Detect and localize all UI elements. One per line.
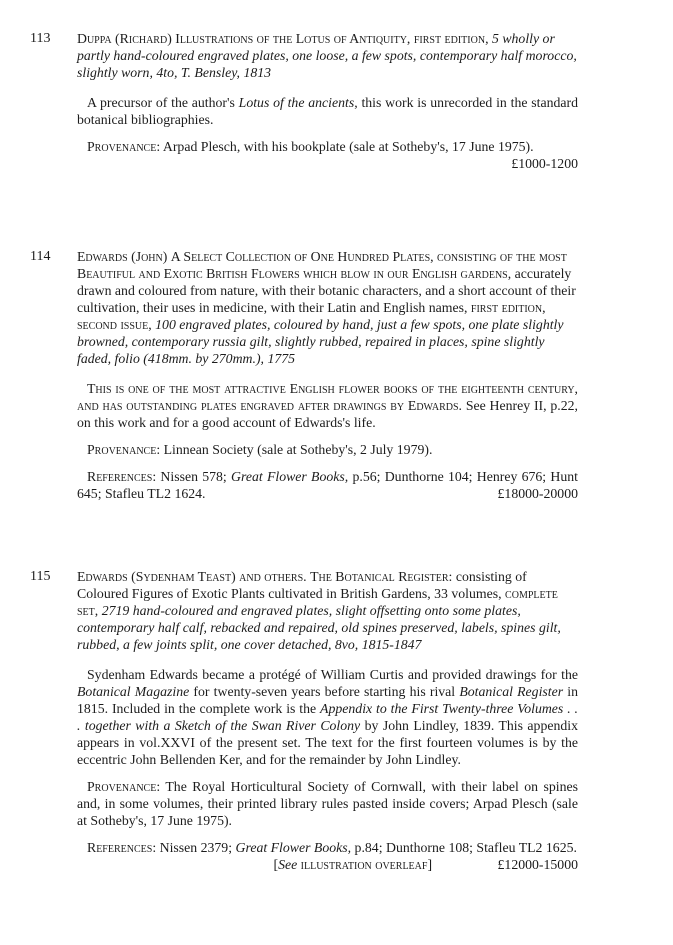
lot-provenance [77, 441, 578, 458]
lot-title: A Select Collection of One Hundred Plates, consisting of the most Beautiful and Exotic British Flowers which blow in our English gardens, [77, 249, 567, 281]
lot-references [77, 468, 578, 502]
provenance-label: Provenance: [87, 139, 161, 154]
lot-author: Edwards (John) [77, 249, 168, 264]
provenance-text: Linnean Society (sale at Sotheby's, 2 July 1979). [163, 442, 433, 457]
overleaf-text: illustration overleaf [297, 857, 428, 872]
lot-estimate: £12000-15000 [497, 857, 578, 872]
references-label: References: [87, 469, 157, 484]
note-highlight: This is one of the most attractive English flower books of the eighteenth century, and has outstanding plates engraved after drawings by Edwards. [77, 381, 578, 413]
lot-body [77, 248, 578, 502]
provenance-text: Arpad Plesch, with his bookplate (sale at Sotheby's, 17 June 1975). [162, 139, 534, 154]
lot-estimate: £18000-20000 [497, 486, 578, 501]
lot-subtitle: accurately drawn and coloured from nature, with their botanic characters, and a short account of their cultivation, their uses in medicine, with their Latin and English names, [77, 266, 576, 315]
lot-estimate: £1000-1200 [511, 156, 578, 171]
overleaf-see: See [278, 857, 298, 872]
provenance-label: Provenance: [87, 442, 161, 457]
provenance-label: Provenance: [87, 779, 161, 794]
provenance-text: The Royal Horticultural Society of Cornwall, with their label on spines and, in some volumes, their printed library rules pasted inside covers; Arpad Plesch (sale at Sotheby's, 17 June 1975). [77, 779, 579, 828]
references-title: Great Flower Books, [235, 840, 352, 855]
references-text: Nissen 2379; [159, 840, 236, 855]
lot-title: Illustrations of the Lotus of Antiquity, [175, 31, 411, 46]
note-title: Appendix to the First Twenty-three Volumes . . . together with a Sketch of the Swan River Colony [77, 701, 578, 733]
lot-footer [77, 856, 578, 873]
lot-113 [30, 30, 578, 172]
lot-title: The Botanical Register: [310, 569, 453, 584]
lot-note [77, 666, 578, 768]
references-text: p.84; Dunthorne 108; Stafleu TL2 1625. [351, 840, 577, 855]
note-text: by John Lindley, 1839. This appendix appears in vol.XXVI of the present set. The text for the first fourteen volumes is by the eccentric John Bellenden Ker, and for the remainder by John Lindley. [77, 718, 578, 767]
lot-subtitle: consisting of Coloured Figures of Exotic Plants cultivated in British Gardens, 33 volumes, [77, 569, 527, 601]
note-title: Lotus of the ancients [238, 95, 355, 110]
lot-114 [30, 248, 578, 502]
lot-author: Edwards (Sydenham Teast) and others. [77, 569, 307, 584]
references-label: References: [87, 840, 157, 855]
lot-provenance [77, 138, 578, 171]
lot-115 [30, 568, 578, 873]
lot-provenance [77, 778, 578, 829]
note-text: for twenty-seven years before starting his rival [189, 684, 460, 699]
note-title: Botanical Register [459, 684, 564, 699]
lot-description: 2719 hand-coloured and engraved plates, slight offsetting onto some plates, contemporary half calf, rebacked and repaired, old spines preserved, labels, spines gilt, rubbed, a few joints split, one cover detached, 8vo, 1815-1847 [77, 603, 561, 652]
lot-heading [77, 568, 578, 653]
note-text: Sydenham Edwards became a protégé of William Curtis and provided drawings for the [87, 667, 578, 682]
illustration-overleaf-note [273, 857, 432, 872]
note-text: in 1815. Included in the complete work is the [77, 684, 579, 716]
bracket: [ [273, 857, 279, 872]
lot-heading [77, 248, 578, 367]
lot-body [77, 30, 578, 171]
lot-edition: first edition, [413, 31, 489, 46]
lot-heading [77, 30, 578, 81]
lot-number: 115 [30, 569, 51, 584]
lot-author: Duppa (Richard) [77, 31, 172, 46]
lot-body [77, 568, 578, 873]
lot-references [77, 839, 578, 856]
lot-number: 113 [30, 31, 51, 46]
references-text: p.56; Dunthorne 104; Henrey 676; Hunt 645; Stafleu TL2 1624. [77, 469, 578, 501]
lot-note [77, 380, 578, 431]
note-text: A precursor of the author's [87, 95, 239, 110]
note-text: See Henrey II, p.22, on this work and for a good account of Edwards's life. [77, 398, 578, 430]
lot-edition: complete set, [77, 586, 558, 618]
lot-number: 114 [30, 249, 51, 264]
references-text: Nissen 578; [160, 469, 232, 484]
lot-edition: first edition, second issue, [77, 300, 546, 332]
lot-description: 5 wholly or partly hand-coloured engraved plates, one loose, a few spots, contemporary half morocco, slightly worn, 4to, T. Bensley, 1813 [77, 31, 577, 80]
note-title: Botanical Magazine [77, 684, 190, 699]
lot-description: 100 engraved plates, coloured by hand, just a few spots, one plate slightly browned, contemporary russia gilt, slightly rubbed, repaired in places, spine slightly faded, folio (418mm. by 270mm.), 1775 [77, 317, 564, 366]
bracket: ] [427, 857, 433, 872]
references-title: Great Flower Books, [231, 469, 349, 484]
note-text: , this work is unrecorded in the standard botanical bibliographies. [77, 95, 578, 127]
lot-note [77, 94, 578, 128]
